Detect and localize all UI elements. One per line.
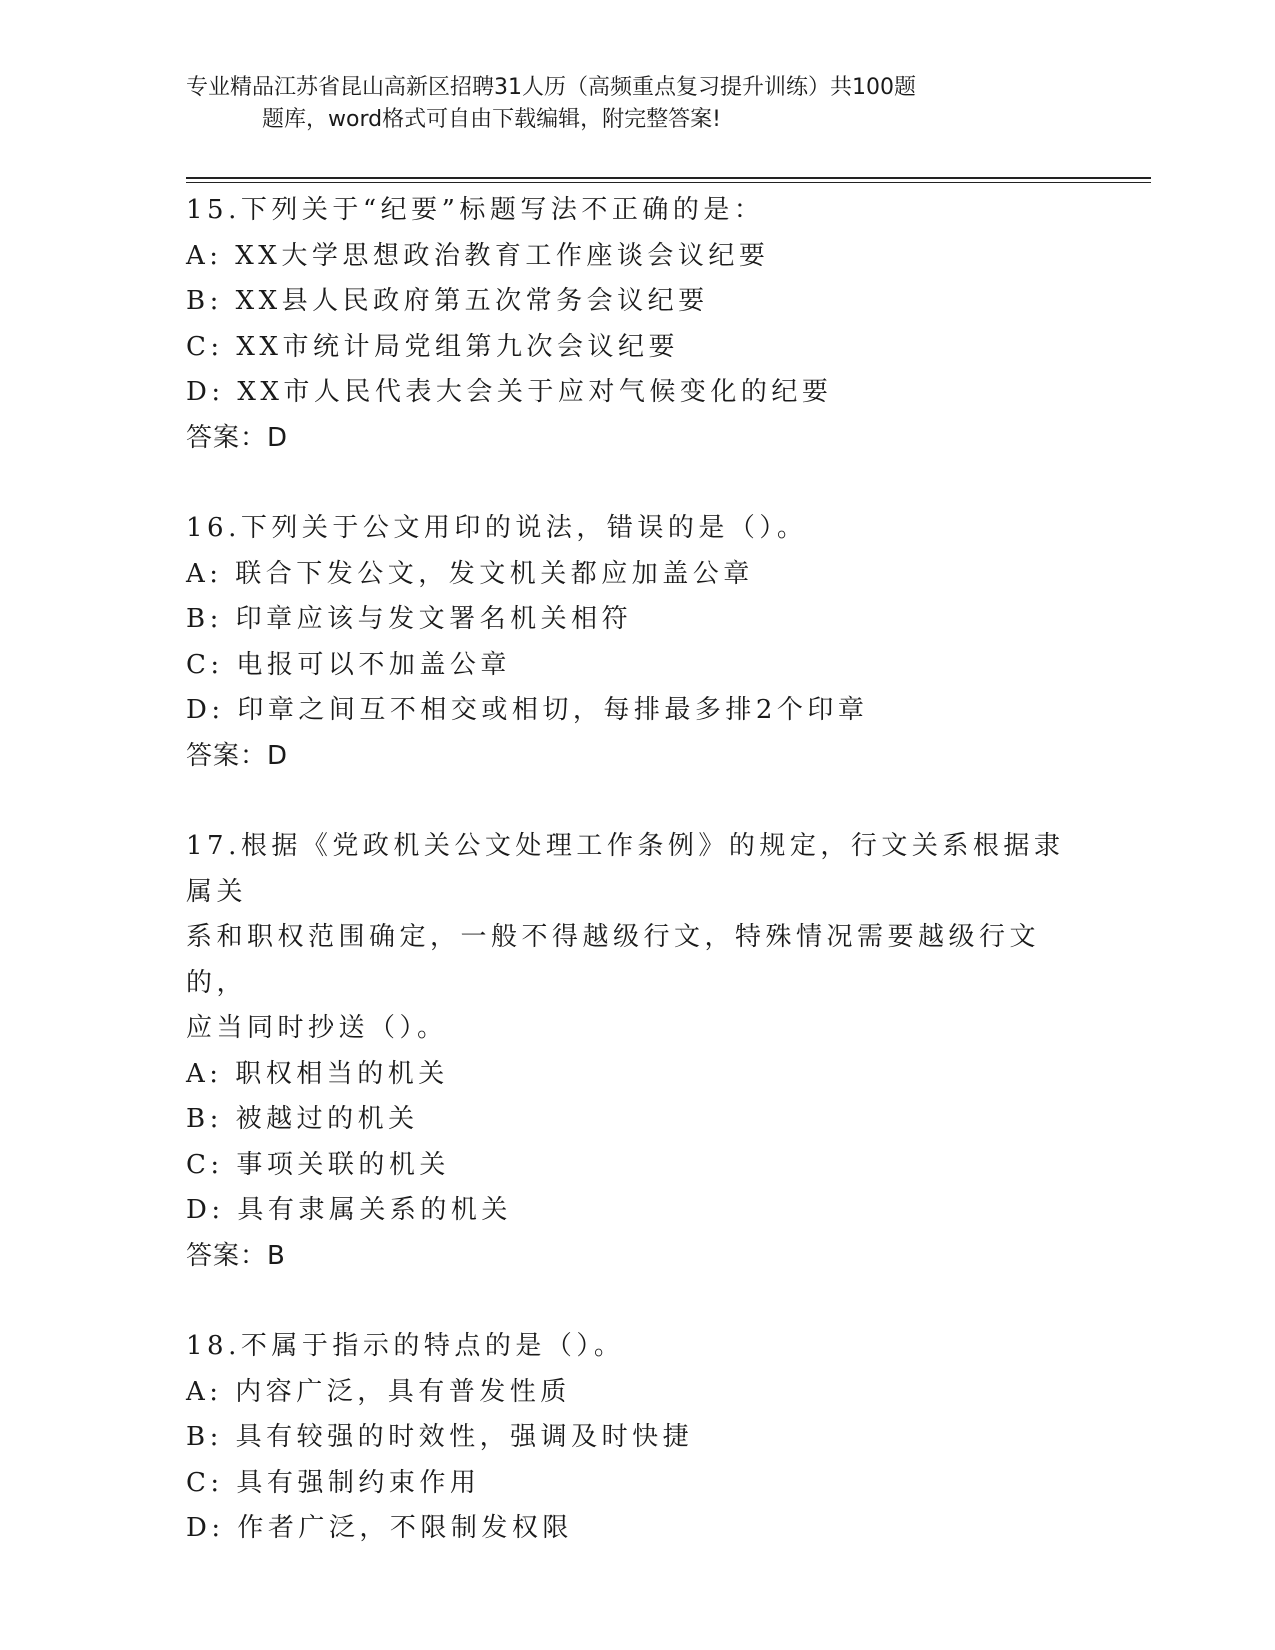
option-d: D: XX市人民代表大会关于应对气候变化的纪要: [186, 377, 833, 407]
header-line-2: 题库，word格式可自由下载编辑，附完整答案!: [262, 107, 721, 132]
question-text: 15.下列关于“纪要”标题写法不正确的是：: [186, 195, 765, 225]
option-c: C: 具有强制约束作用: [186, 1467, 481, 1498]
question-text: 18.不属于指示的特点的是（）。: [186, 1331, 625, 1361]
option-c: C: 事项关联的机关: [186, 1149, 450, 1180]
option-b: B: 具有较强的时效性，强调及时快捷: [186, 1422, 694, 1452]
question-16: [186, 506, 1086, 779]
header-rule-thick: [186, 177, 1151, 179]
option-d: D: 印章之间互不相交或相切，每排最多排2个印章: [186, 695, 869, 725]
option-a: A: 职权相当的机关: [186, 1058, 449, 1089]
option-d: D: 作者广泛，不限制发权限: [186, 1513, 573, 1543]
question-text-line-2: 系和职权范围确定，一般不得越级行文，特殊情况需要越级行文的，: [186, 922, 1041, 998]
option-b: B: 印章应该与发文署名机关相符: [186, 604, 633, 634]
answer: 答案：B: [186, 1240, 286, 1271]
header-rule-thin: [186, 182, 1151, 183]
header-line-1: 专业精品江苏省昆山高新区招聘31人历（高频重点复习提升训练）共100题: [186, 75, 916, 100]
question-18: [186, 1324, 1086, 1552]
question-17: [186, 824, 1086, 1279]
question-text: 16.下列关于公文用印的说法，错误的是（）。: [186, 513, 808, 543]
option-d: D: 具有隶属关系的机关: [186, 1195, 512, 1225]
option-b: B: 被越过的机关: [186, 1104, 419, 1134]
option-a: A: 内容广泛，具有普发性质: [186, 1376, 571, 1407]
option-a: A: XX大学思想政治教育工作座谈会议纪要: [186, 240, 770, 271]
question-15: [186, 188, 1086, 461]
question-text-line-3: 应当同时抄送（）。: [186, 1013, 448, 1043]
answer: 答案：D: [186, 740, 289, 771]
document-header: [186, 72, 1066, 136]
answer: 答案：D: [186, 422, 289, 453]
option-b: B: XX县人民政府第五次常务会议纪要: [186, 286, 709, 316]
question-list: [186, 188, 1086, 1552]
option-c: C: 电报可以不加盖公章: [186, 649, 511, 680]
question-text-line-1: 17.根据《党政机关公文处理工作条例》的规定，行文关系根据隶属关: [186, 831, 1065, 907]
option-c: C: XX市统计局党组第九次会议纪要: [186, 331, 679, 362]
option-a: A: 联合下发公文，发文机关都应加盖公章: [186, 558, 754, 589]
